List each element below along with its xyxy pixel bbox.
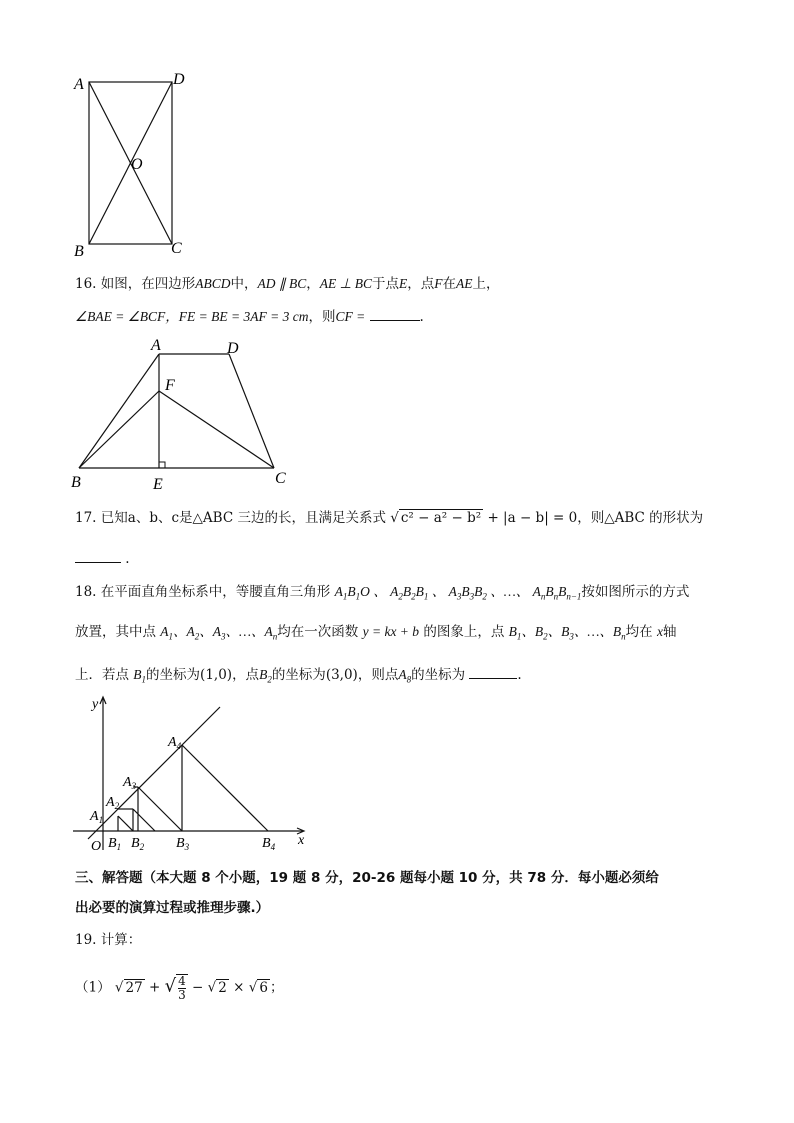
label-A: A — [151, 337, 161, 354]
q18-points-a: $A_1$、$A_2$、$A_3$、…、$A_n$ — [160, 624, 278, 642]
fraction-4-over-3: $\frac{4}{3}$ — [178, 974, 186, 1002]
label-x: x — [298, 833, 305, 848]
q18-triangle-list: $A_1B_1O$ 、 $A_2B_2B_1$ 、 $A_3B_3B_2$ 、…、 $A_nB_nB_{n-1}$ — [334, 584, 582, 602]
label-D: D — [173, 71, 185, 88]
q16-line1: 16. 如图，在四边形ABCD中，AD ∥ BC，AE ⊥ BC于点E，点F在AE上， — [75, 276, 500, 292]
section3-heading-line2: 出必要的演算过程或推理步骤.） — [75, 900, 270, 916]
rectangle-figure — [60, 60, 200, 265]
section3-heading-line1: 三、解答题（本大题 8 个小题，19 题 8 分，20-26 题每小题 10 分，共 78 分．每小题必须给 — [75, 870, 659, 886]
q18-points-b: $B_1$、$B_2$、$B_3$、…、$B_n$ — [508, 624, 626, 642]
label-B3: $B_3$ — [176, 836, 190, 852]
q17-radicand: c² − a² − b² — [400, 510, 482, 526]
radicand-27: 27 — [125, 979, 143, 996]
label-A1: $A_1$ — [90, 809, 104, 825]
radicand-2: 2 — [218, 979, 227, 996]
function-line — [88, 707, 220, 839]
label-F: F — [165, 377, 175, 394]
q16-given-equation: ∠BAE = ∠BCF，FE = BE = 3AF = 3 cm — [75, 309, 309, 324]
segment-a3-hyp — [138, 787, 182, 831]
q18-function: y = kx + b — [362, 624, 420, 639]
q17-number: 17. — [75, 510, 97, 526]
q18-b2-coord: (3,0) — [325, 667, 358, 683]
coordinate-figure — [70, 690, 320, 855]
label-B1: $B_1$ — [108, 836, 122, 852]
label-A: A — [74, 76, 84, 93]
q18-line3: 上．若点 $B_1$的坐标为(1,0)，点$B_2$的坐标为(3,0)，则点$A_8$的坐标为 . — [75, 664, 522, 690]
q19-part1-label: （1） — [75, 979, 111, 996]
label-C: C — [275, 470, 286, 487]
label-B4: $B_4$ — [262, 836, 276, 852]
right-angle-mark — [159, 462, 165, 468]
side-dc — [229, 354, 274, 468]
label-A4: $A_4$ — [168, 735, 182, 751]
label-O: O — [91, 839, 102, 854]
segment-a1b1-hyp — [118, 816, 133, 831]
q19-part1: （1） √ 27 + √ $\frac{4}{3}$ − √ 2 × √ 6 ； — [75, 974, 284, 1002]
q16-answer-blank[interactable] — [370, 306, 420, 321]
q18-number: 18. — [75, 584, 97, 600]
q16-number: 16. — [75, 276, 97, 292]
label-A3: $A_3$ — [123, 775, 137, 791]
q17-abs-part: + |a − b| = 0 — [487, 510, 578, 526]
label-O: O — [131, 156, 143, 173]
q19-number: 19. — [75, 932, 97, 948]
label-y: y — [92, 697, 99, 712]
trapezoid-figure — [60, 335, 300, 495]
segment-a2-hyp — [133, 809, 155, 831]
label-D: D — [227, 340, 239, 357]
segment-a4-hyp — [182, 745, 268, 831]
q17-line1: 17. 已知a、b、c是△ABC 三边的长，且满足关系式 √ c² − a² − b² + |a − b| = 0，则△ABC 的形状为 — [75, 510, 704, 526]
label-E: E — [153, 476, 163, 493]
label-A2: $A_2$ — [106, 795, 120, 811]
label-B2: $B_2$ — [131, 836, 145, 852]
q16-line2: ∠BAE = ∠BCF，FE = BE = 3AF = 3 cm，则CF = . — [75, 306, 424, 327]
q18-line2: 放置，其中点 $A_1$、$A_2$、$A_3$、…、$A_n$均在一次函数 y = kx + b 的图象上，点 $B_1$、$B_2$、$B_3$、…、$B_n$均在 x轴 — [75, 624, 677, 642]
q18-b1-coord: (1,0) — [200, 667, 233, 683]
q19-line1: 19. 计算： — [75, 932, 142, 948]
label-B: B — [74, 243, 84, 260]
q17-line2: . — [75, 548, 130, 569]
radicand-6: 6 — [259, 979, 268, 996]
label-C: C — [171, 240, 182, 257]
q18-line1: 18. 在平面直角坐标系中，等腰直角三角形 $A_1B_1O$ 、 $A_2B_2B_1$ 、 $A_3B_3B_2$ 、…、 $A_nB_nB_{n-1}$按如图所示的方式 — [75, 584, 690, 602]
q17-answer-blank[interactable] — [75, 548, 121, 563]
side-ab — [79, 354, 159, 468]
q18-answer-blank[interactable] — [469, 664, 517, 679]
segment-fc — [159, 391, 274, 468]
label-B: B — [71, 474, 81, 491]
segment-bf — [79, 391, 159, 468]
sqrt-sign: √ — [390, 510, 399, 526]
